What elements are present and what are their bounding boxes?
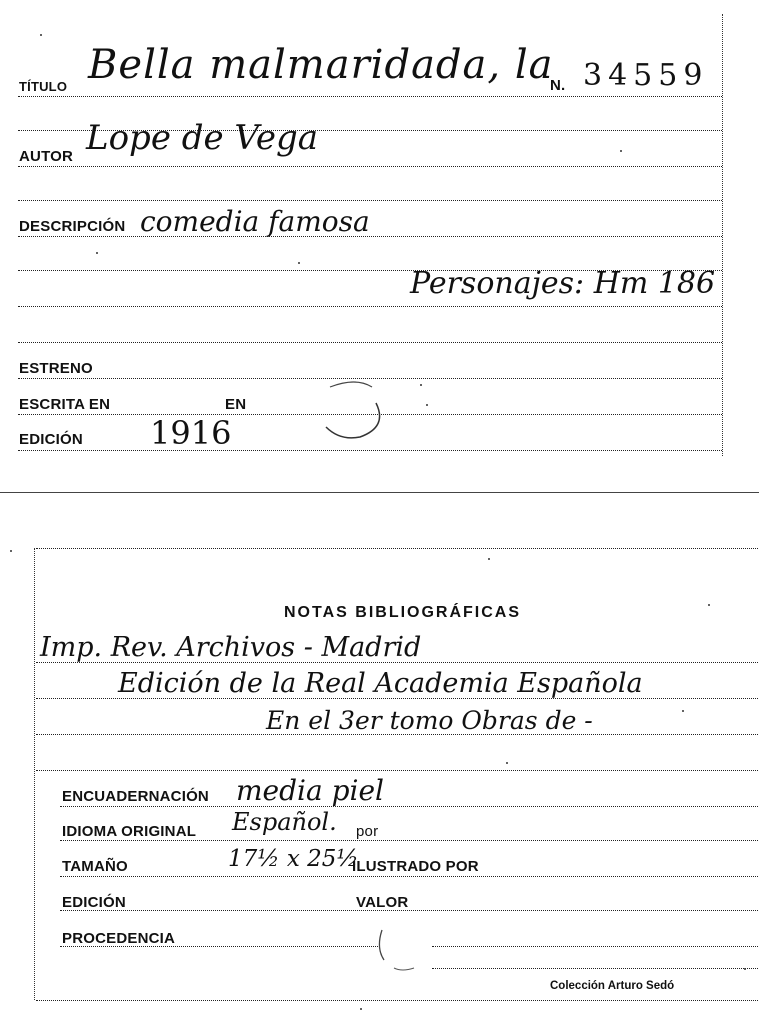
speck: [10, 550, 12, 552]
edicion-field-label: EDICIÓN: [62, 894, 126, 911]
idioma-label: IDIOMA ORIGINAL: [62, 823, 197, 840]
speck: [744, 968, 746, 970]
rule-line: [18, 342, 722, 343]
encuadernacion-label: ENCUADERNACIÓN: [62, 788, 209, 805]
speck: [506, 762, 508, 764]
speck: [360, 1008, 362, 1010]
estreno-label: ESTRENO: [19, 360, 93, 377]
speck: [708, 604, 710, 606]
ilustrado-label: ILUSTRADO POR: [352, 858, 479, 875]
rule-line: [60, 840, 758, 841]
note-line-2: Edición de la Real Academia Española: [118, 668, 643, 699]
punch-hole-mark: [322, 375, 392, 445]
rule-line: [60, 876, 758, 877]
edicion-value: 1916: [150, 414, 232, 452]
rule-line: [432, 968, 758, 969]
bottom-card-bottom-border: [36, 1000, 758, 1001]
rule-line: [36, 770, 758, 771]
numero-label: N.: [550, 77, 566, 94]
en-label: EN: [225, 396, 247, 413]
top-card-right-border: [722, 14, 723, 456]
tamano-label: TAMAÑO: [62, 858, 128, 875]
rule-line: [18, 306, 722, 307]
numero-value: 34559: [583, 58, 709, 93]
tamano-value: 17½ x 25½: [228, 846, 359, 872]
rule-line: [18, 166, 722, 167]
encuadernacion-value: media piel: [236, 774, 384, 807]
speck: [298, 262, 300, 264]
personajes-note: Personajes: Hm 186: [410, 266, 716, 301]
titulo-label: TÍTULO: [19, 79, 68, 94]
speck: [96, 252, 98, 254]
bottom-card-top-border: [36, 548, 758, 549]
note-line-1: Imp. Rev. Archivos - Madrid: [40, 632, 422, 663]
rule-line: [60, 910, 758, 911]
rule-line: [18, 450, 722, 451]
idioma-value: Español.: [232, 808, 337, 836]
descripcion-label: DESCRIPCIÓN: [19, 218, 126, 235]
rule-line: [60, 806, 758, 807]
rule-line: [18, 200, 722, 201]
note-line-3: En el 3er tomo Obras de -: [266, 706, 593, 735]
procedencia-label: PROCEDENCIA: [62, 930, 176, 947]
rule-line: [432, 946, 758, 947]
collection-credit: Colección Arturo Sedó: [550, 980, 675, 992]
punch-hole-mark: [372, 922, 432, 978]
speck: [682, 710, 684, 712]
por-label: por: [356, 823, 379, 840]
speck: [420, 384, 422, 386]
rule-line: [18, 236, 722, 237]
speck: [426, 404, 428, 406]
speck: [40, 34, 42, 36]
autor-value: Lope de Vega: [86, 118, 319, 158]
valor-label: VALOR: [356, 894, 409, 911]
rule-line: [18, 96, 722, 97]
descripcion-value: comedia famosa: [140, 205, 370, 238]
speck: [620, 150, 622, 152]
card-separator-line: [0, 492, 759, 493]
autor-label: AUTOR: [19, 148, 74, 165]
escrita-en-label: ESCRITA EN: [19, 396, 111, 413]
edicion-label: EDICIÓN: [19, 431, 83, 448]
bottom-card-left-border: [34, 548, 35, 1000]
titulo-value: Bella malmaridada, la: [88, 42, 554, 88]
notas-heading: NOTAS BIBLIOGRÁFICAS: [284, 604, 522, 621]
speck: [488, 558, 490, 560]
